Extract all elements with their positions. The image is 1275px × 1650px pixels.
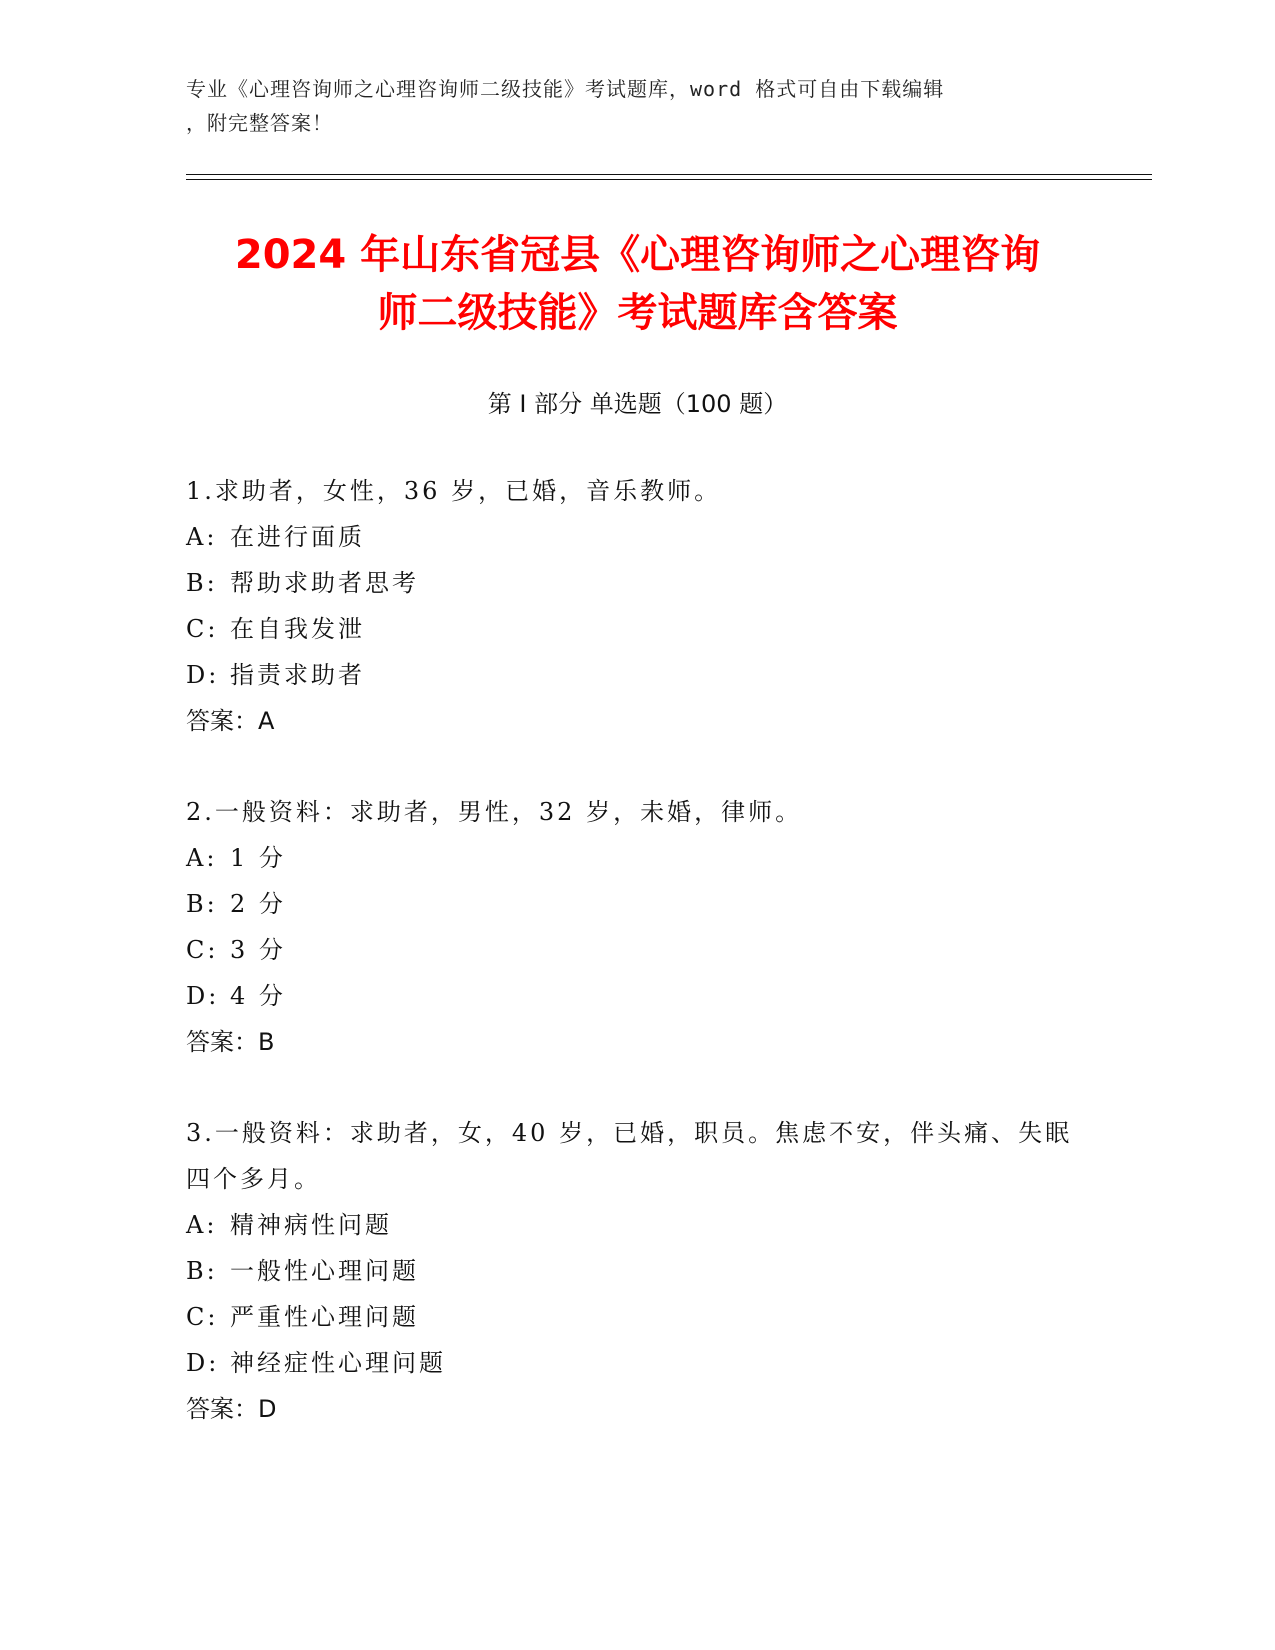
option-letter: D: [186, 1349, 220, 1377]
header-divider-top [186, 174, 1152, 175]
option-d [186, 1340, 1086, 1386]
option-b [186, 881, 1086, 927]
option-text: 帮助求助者思考 [230, 569, 419, 597]
document-title-line-1: 2024 年山东省冠县《心理咨询师之心理咨询 [234, 232, 1041, 278]
option-text: 精神病性问题 [230, 1211, 392, 1239]
header-note [186, 72, 1086, 140]
option-text: 神经症性心理问题 [230, 1349, 446, 1377]
option-letter: C: [186, 615, 219, 643]
option-a [186, 1202, 1086, 1248]
option-text: 在自我发泄 [230, 615, 365, 643]
option-letter: B: [186, 890, 218, 918]
section-title: 第 I 部分 单选题（100 题） [487, 390, 788, 418]
question-2 [186, 789, 1086, 1065]
question-3 [186, 1110, 1086, 1432]
option-text: 3 分 [230, 936, 286, 964]
question-stem: 1.求助者，女性，36 岁，已婚，音乐教师。 [186, 477, 722, 505]
header-note-line-2: ，附完整答案！ [186, 111, 333, 135]
option-text: 1 分 [230, 844, 286, 872]
option-letter: D: [186, 982, 220, 1010]
option-letter: C: [186, 1303, 219, 1331]
option-letter: A: [186, 1211, 218, 1239]
document-title-line-2: 师二级技能》考试题库含答案 [377, 290, 898, 336]
option-letter: B: [186, 1257, 218, 1285]
question-1 [186, 468, 1086, 744]
option-c [186, 1294, 1086, 1340]
option-text: 2 分 [230, 890, 286, 918]
header-divider-bottom [186, 179, 1152, 180]
option-a [186, 835, 1086, 881]
option-text: 指责求助者 [230, 661, 365, 689]
option-text: 在进行面质 [230, 523, 365, 551]
option-letter: C: [186, 936, 219, 964]
option-text: 一般性心理问题 [230, 1257, 419, 1285]
option-a [186, 514, 1086, 560]
option-text: 严重性心理问题 [230, 1303, 419, 1331]
option-d [186, 652, 1086, 698]
header-note-line-1: 专业《心理咨询师之心理咨询师二级技能》考试题库，word 格式可自由下载编辑 [186, 77, 945, 101]
option-b [186, 1248, 1086, 1294]
option-letter: A: [186, 844, 218, 872]
option-letter: D: [186, 661, 220, 689]
option-letter: B: [186, 569, 218, 597]
document-title [0, 226, 1275, 342]
question-stem: 2.一般资料：求助者，男性，32 岁，未婚，律师。 [186, 798, 803, 826]
answer-line: 答案：A [186, 707, 275, 735]
answer-line: 答案：D [186, 1395, 277, 1423]
option-text: 4 分 [230, 982, 286, 1010]
option-b [186, 560, 1086, 606]
option-d [186, 973, 1086, 1019]
answer-line: 答案：B [186, 1028, 275, 1056]
option-c [186, 927, 1086, 973]
option-c [186, 606, 1086, 652]
option-letter: A: [186, 523, 218, 551]
question-stem: 3.一般资料：求助者，女，40 岁，已婚，职员。焦虑不安，伴头痛、失眠四个多月。 [186, 1119, 1073, 1193]
